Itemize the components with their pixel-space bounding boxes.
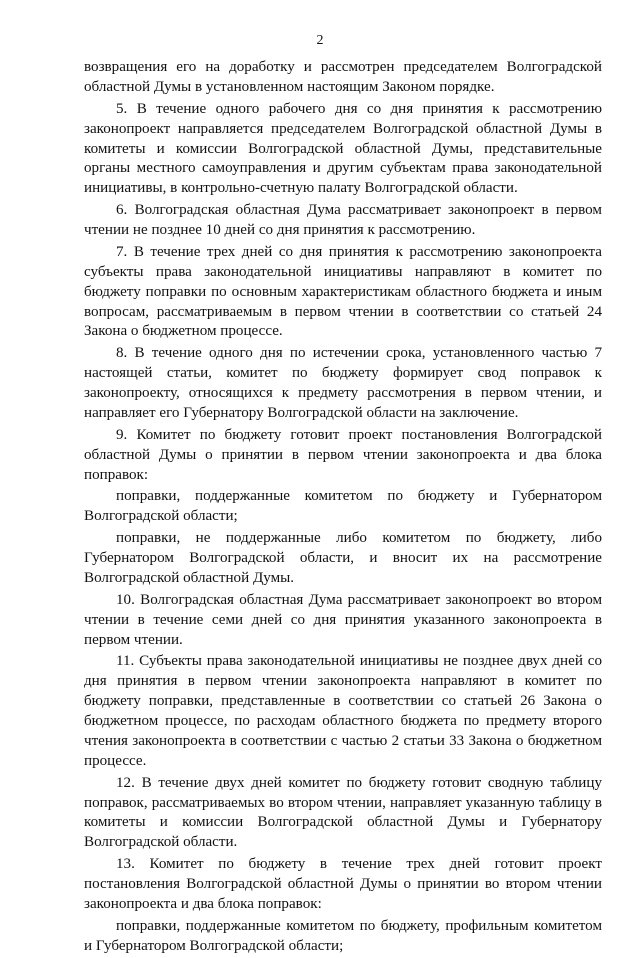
paragraph-clause-13: 13. Комитет по бюджету в течение трех дней готовит проект постановления Волгоградской областной Думы о принятии во втором чтении законопроекта и два блока поправок: bbox=[84, 856, 602, 912]
paragraph-clause-12: 12. В течение двух дней комитет по бюджету готовит сводную таблицу поправок, рассматриваемых во втором чтении, направляет указанную таблицу в комитеты и комиссии Волгоградской областной Думы и Губернатору Волгоградской области. bbox=[84, 774, 602, 851]
paragraph-clause-7: 7. В течение трех дней со дня принятия к рассмотрению законопроекта субъекты права законодательной инициативы направляют в комитет по бюджету поправки по основным характеристикам областного бюджета и иным вопросам, рассматриваемым в первом чтении в соответствии со статьей 24 Закона о бюджетном процессе. bbox=[84, 243, 602, 340]
paragraph-clause-11: 11. Субъекты права законодательной инициативы не позднее двух дней со дня принятия в первом чтении законопроекта направляют в комитет по бюджету поправки, представленные в соответствии со статьей 26 Закона о бюджетном процессе, по расходам областного бюджета по предмету второго чтения законопроекта в соответствии с частью 2 статьи 33 Закона о бюджетном процессе. bbox=[84, 653, 602, 769]
paragraph-clause-8: 8. В течение одного дня по истечении срока, установленного частью 7 настоящей статьи, комитет по бюджету формирует свод поправок к законопроекту, относящихся к предмету рассмотрения в первом чтении, и направляет его Губернатору Волгоградской области на заключение. bbox=[84, 345, 602, 421]
paragraph-clause-9-item-1: поправки, поддержанные комитетом по бюджету и Губернатором Волгоградской области; bbox=[84, 488, 602, 525]
paragraph-clause-13-item-1: поправки, поддержанные комитетом по бюджету, профильным комитетом и Губернатором Волгоградской области; bbox=[84, 917, 602, 954]
paragraph-clause-6: 6. Волгоградская областная Дума рассматривает законопроект в первом чтении не позднее 10 дней со дня принятия к рассмотрению. bbox=[84, 202, 602, 239]
document-body bbox=[84, 58, 602, 958]
paragraph-clause-5: 5. В течение одного рабочего дня со дня принятия к рассмотрению законопроект направляется председателем Волгоградской областной Думы в комитеты и комиссии Волгоградской областной Думы, представительные органы местного самоуправления и другим субъектам права законодательной инициативы, в контрольно-счетную палату Волгоградской области. bbox=[84, 100, 602, 197]
page-number: 2 bbox=[316, 33, 324, 48]
paragraph-continuation: возвращения его на доработку и рассмотрен председателем Волгоградской областной Думы в установленном настоящим Законом порядке. bbox=[84, 59, 602, 95]
paragraph-clause-10: 10. Волгоградская областная Дума рассматривает законопроект во втором чтении в течение семи дней со дня принятия указанного законопроекта в первом чтении. bbox=[84, 591, 602, 648]
paragraph-clause-9: 9. Комитет по бюджету готовит проект постановления Волгоградской областной Думы о принятии в первом чтении законопроекта и два блока поправок: bbox=[84, 426, 602, 483]
paragraph-clause-9-item-2: поправки, не поддержанные либо комитетом по бюджету, либо Губернатором Волгоградской области, и вносит их на рассмотрение Волгоградской областной Думы. bbox=[84, 530, 602, 586]
